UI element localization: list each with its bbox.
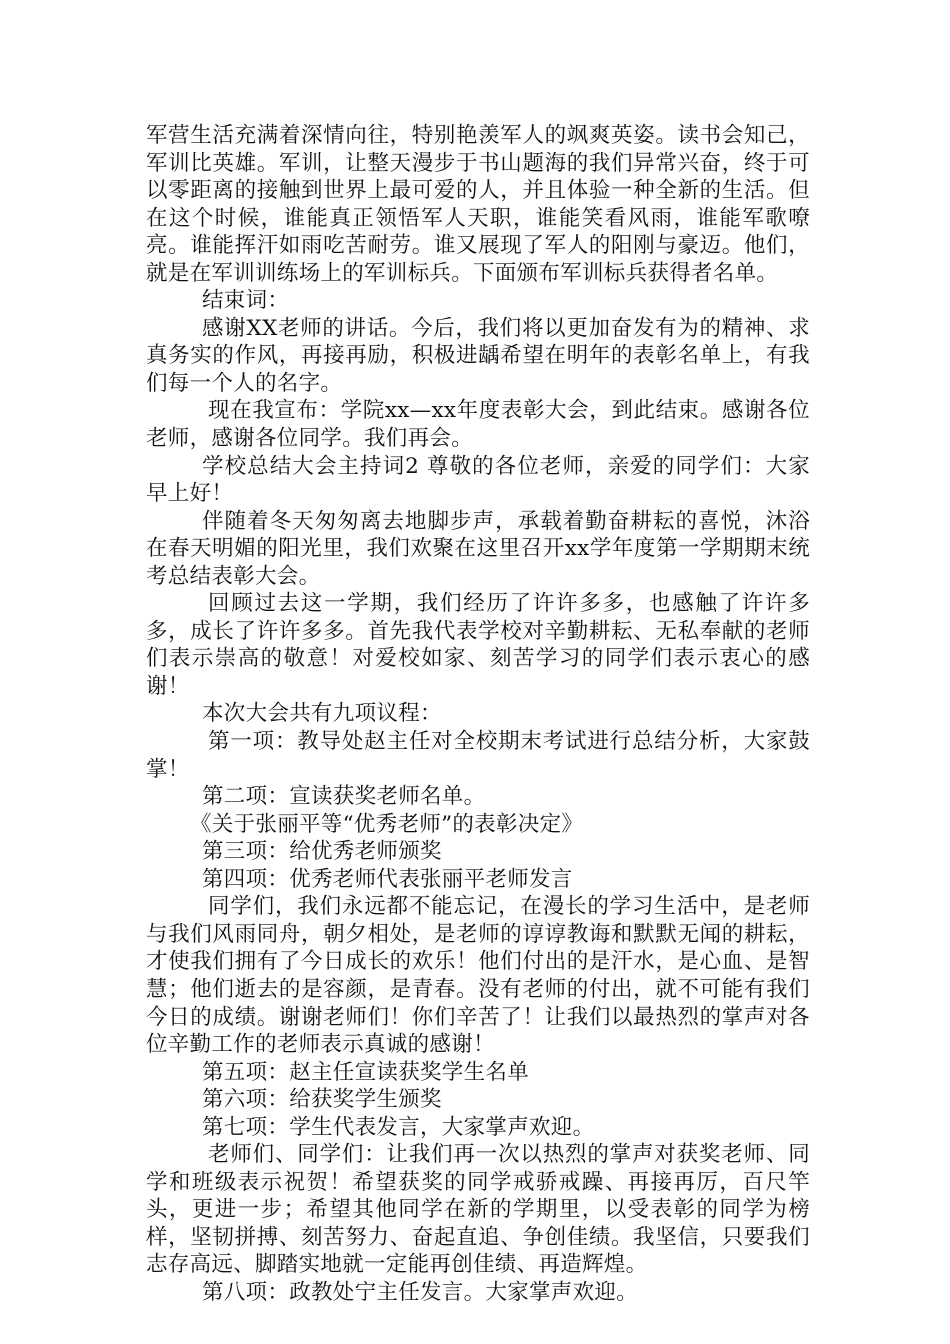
paragraph-commendation-decision: 《关于张丽平等“优秀老师”的表彰决定》 [190, 811, 584, 837]
paragraph-teacher-thanks: 同学们，我们永远都不能忘记，在漫长的学习生活中，是老师与我们风雨同舟，朝夕相处，是老师的谆谆教诲和默默无闻的耕耘，才使我们拥有了今日成长的欢乐！他们付出的是汗水，是心血、是智慧；他们逝去的是容颜，是青春。没有老师的付出，就不可能有我们今日的成绩。谢谢老师们！你们辛苦了！让我们以最热烈的掌声对各位辛勤工作的老师表示真诚的感谢！ [146, 894, 810, 1058]
paragraph-winter-spring: 伴随着冬天匆匆离去地脚步声，承载着勤奋耕耘的喜悦，沐浴在春天明媚的阳光里，我们欢聚在这里召开xx学年度第一学期期末统考总结表彰大会。 [146, 508, 810, 589]
paragraph-agenda-item-7: 第七项：学生代表发言，大家掌声欢迎。 [202, 1114, 595, 1140]
paragraph-agenda-item-3: 第三项：给优秀老师颁奖 [202, 839, 442, 865]
paragraph-congratulations: 老师们、同学们：让我们再一次以热烈的掌声对获奖老师、同学和班级表示祝贺！希望获奖的同学戒骄戒躁、再接再厉，百尺竿头，更进一步；希望其他同学在新的学期里，以受表彰的同学为榜样，坚韧拼搏、刻苦努力、奋起直追、争创佳绩。我坚信，只要我们志存高远、脚踏实地就一定能再创佳绩、再造辉煌。 [146, 1142, 810, 1278]
paragraph-agenda-item-5: 第五项：赵主任宣读获奖学生名单 [202, 1059, 530, 1085]
paragraph-agenda-item-6: 第六项：给获奖学生颁奖 [202, 1087, 442, 1113]
paragraph-agenda-intro: 本次大会共有九项议程： [202, 701, 442, 727]
paragraph-military-training-intro: 军营生活充满着深情向往，特别艳羡军人的飒爽英姿。读书会知己，军训比英雄。军训，让整天漫步于书山题海的我们异常兴奋，终于可以零距离的接触到世界上最可爱的人，并且体验一种全新的生活。但在这个时候，谁能真正领悟军人天职，谁能笑看风雨，谁能军歌嘹亮。谁能挥汗如雨吃苦耐劳。谁又展现了军人的阳刚与豪迈。他们，就是在军训训练场上的军训标兵。下面颁布军训标兵获得者名单。 [146, 123, 810, 286]
document-page [146, 122, 810, 1307]
paragraph-announce-end: 现在我宣布：学院xx—xx年度表彰大会，到此结束。感谢各位老师，感谢各位同学。我们再会。 [146, 398, 810, 452]
paragraph-agenda-item-8: 第八项：政教处宁主任发言。大家掌声欢迎。 [202, 1279, 639, 1305]
paragraph-review-semester: 回顾过去这一学期，我们经历了许许多多，也感触了许许多多，成长了许许多多。首先我代表学校对辛勤耕耘、无私奉献的老师们表示崇高的敬意！对爱校如家、刻苦学习的同学们表示衷心的感谢！ [146, 591, 810, 699]
paragraph-host-script-2: 学校总结大会主持词2 尊敬的各位老师，亲爱的同学们：大家早上好！ [146, 453, 810, 507]
paragraph-closing-heading: 结束词： [202, 288, 290, 314]
paragraph-agenda-item-1: 第一项：教导处赵主任对全校期末考试进行总结分析，大家鼓掌！ [146, 729, 810, 782]
paragraph-agenda-item-2: 第二项：宣读获奖老师名单。 [202, 784, 486, 810]
paragraph-thanks-speech: 感谢XX老师的讲话。今后，我们将以更加奋发有为的精神、求真务实的作风，再接再励，积极进龋希望在明年的表彰名单上，有我们每一个人的名字。 [146, 315, 810, 396]
paragraph-agenda-item-4: 第四项：优秀老师代表张丽平老师发言 [202, 866, 573, 892]
